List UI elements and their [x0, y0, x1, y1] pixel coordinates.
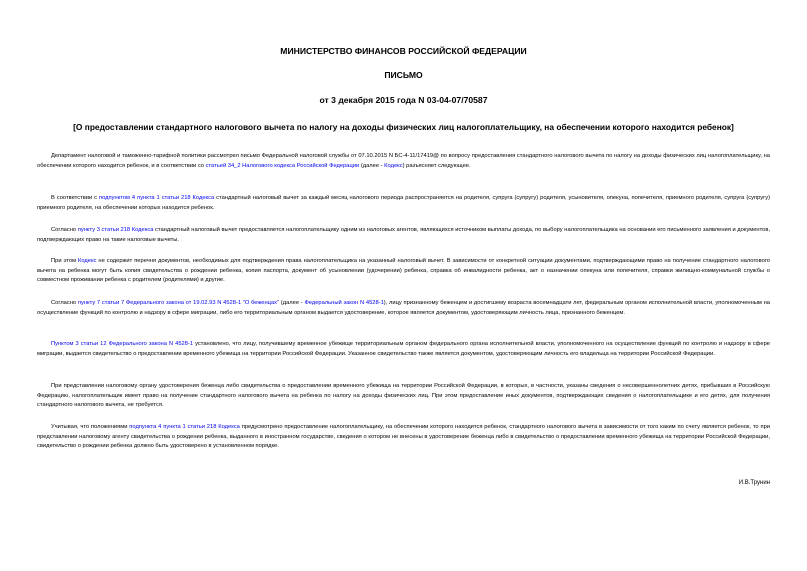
- text: Согласно: [51, 227, 78, 233]
- link-subclause-4-article-218[interactable]: подпунктом 4 пункта 1 статьи 218 Кодекса: [98, 195, 215, 201]
- text: Согласно: [51, 300, 78, 306]
- paragraph-6: [37, 340, 770, 359]
- document-subject: [О предоставлении стандартного налогового вычета по налогу на доходы физических лиц налогоплательщику, на обеспечении которого находится ребенок]: [73, 122, 734, 132]
- text: не содержит перечня документов, необходимых для подтверждения права налогоплательщика на указанный налоговый вычет. В зависимости от конкретной ситуации документами, подтверждающими право на получение стандартного налогового вычета на ребенка могут быть копия свидетельства о рождении ребенка, копия паспорта, документ об усыновлении (удочерении) ребенка, справка об инвалидности ребенка, акт о назначении опекуна или попечителя, справки жилищно-коммунальной службы о совместном проживании ребенка с родителем (родителями) и другие.: [37, 258, 770, 284]
- signature: И.В.Трунин: [738, 480, 770, 486]
- text: (далее -: [359, 162, 385, 169]
- link-law-refugees-clause-7[interactable]: пункту 7 статьи 7 Федерального закона от 19.02.93 N 4528-1 "О беженцах": [77, 300, 280, 306]
- text: ), лицу признанному беженцем и достигшему возраста восемнадцати лет, федеральным органом исполнительной власти, уполномоченным на осуществление функций по контролю и надзору в сфере миграции, либо его территориальным органом выдается удостоверение, которое является документом, удостоверяющим личность лица, признанного беженцем.: [37, 300, 770, 316]
- document-type: ПИСЬМО: [384, 70, 423, 80]
- text: предусмотрено предоставление налогоплательщику, на обеспечении которого находится ребенок, стандартного налогового вычета в зависимости от того каким по счету является ребенок, то при представлении налоговому агенту свидетельства о рождении ребенка, выданного в иностранном государстве, сведения о котором не внесены в удостоверение беженца либо в свидетельство о предоставлении временного убежища на территории Российской Федерации, свидетельство о рождении ребенка должно быть удостоверено в установленном порядке.: [37, 424, 770, 450]
- paragraph-5: [37, 299, 770, 318]
- text: При представлении налоговому органу удостоверения беженца либо свидетельства о предоставлении временного убежища на территории Российской Федерации, в которых, в частности, указаны сведения о несовершеннолетних детях, прибывших в Российскую Федерацию, налогоплательщик имеет право на получение стандартного налогового вычета на ребенка по налогу на доходы физических лиц. При этом предоставление иных документов, подтверждающих сведения о налогоплательщике и его детях, для получения стандартного налогового вычета, не требуется.: [37, 383, 770, 409]
- link-subclause-4-article-218[interactable]: подпункта 4 пункта 1 статьи 218 Кодекса: [129, 424, 240, 430]
- document-date-number: от 3 декабря 2015 года N 03-04-07/70587: [319, 95, 488, 105]
- paragraph-2: [37, 194, 770, 213]
- text: Департамент налоговой и таможенно-тарифной политики рассмотрел письмо Федеральной налоговой службы от 07.10.2015 N БС-4-11/17419@ по вопросу предоставления стандартного налогового вычета по налогу на доходы физических лиц налогоплательщику, на обеспечении которого находится ребенок, и в соответствии со: [37, 153, 770, 169]
- text: стандартный налоговый вычет за каждый месяц налогового периода распространяется на родителя, супруга (супругу) родителя, усыновителя, опекуна, попечителя, приемного родителя, супруга (супругу) приемного родителя, на обеспечении которых находится ребенок.: [37, 195, 770, 211]
- text: ) разъясняет следующее.: [402, 162, 471, 169]
- paragraph-4: [37, 257, 770, 286]
- paragraph-8: [37, 423, 770, 452]
- text: Учитывая, что положениями: [51, 424, 130, 430]
- link-law-4528-1-article-12[interactable]: Пунктом 3 статьи 12 Федерального закона N 4528-1: [51, 341, 194, 347]
- text: В соответствии с: [51, 195, 99, 201]
- link-clause-3-article-218[interactable]: пункту 3 статьи 218 Кодекса: [77, 227, 154, 233]
- link-kodeks[interactable]: Кодекс: [78, 258, 97, 264]
- text: стандартный налоговый вычет предоставляется налогоплательщику одним из налоговых агентов, являющихся источником выплаты дохода, по выбору налогоплательщика на основании его письменного заявления и документов, подтверждающих право на такие налоговые вычеты.: [37, 227, 770, 243]
- text: При этом: [51, 258, 79, 264]
- paragraph-7: [37, 382, 770, 411]
- link-kodeks[interactable]: Кодекс: [384, 162, 403, 169]
- ministry-title: МИНИСТЕРСТВО ФИНАНСОВ РОССИЙСКОЙ ФЕДЕРАЦИИ: [280, 46, 527, 56]
- paragraph-1: [37, 152, 770, 171]
- text: (далее -: [279, 300, 305, 306]
- text: установлено, что лицу, получившему временное убежище территориальным органом федерального органа исполнительной власти, уполномоченного на осуществление функций по контролю и надзору в сфере миграции, выдается свидетельство о предоставлении временного убежища на территории Российской Федерации. Указанное свидетельство также является документом, удостоверяющим личность его владельца на территории Российской Федерации.: [37, 341, 770, 357]
- link-article-34-2[interactable]: статьей 34_2 Налогового кодекса Российской Федерации: [205, 162, 360, 169]
- link-law-4528-1[interactable]: Федеральный закон N 4528-1: [304, 300, 384, 306]
- paragraph-3: [37, 226, 770, 245]
